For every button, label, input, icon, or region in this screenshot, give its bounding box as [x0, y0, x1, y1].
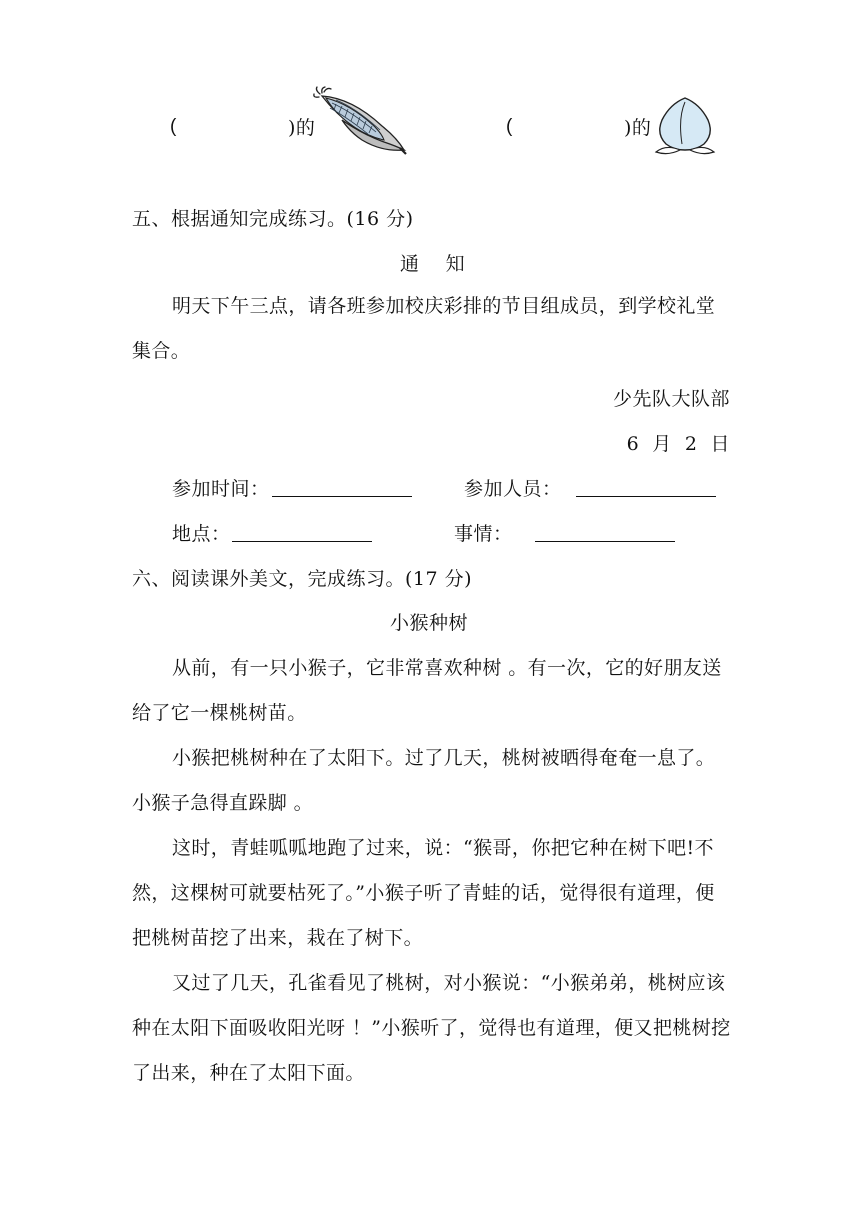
story-paragraph-2: 小猴把桃树种在了太阳下。过了几天，桃树被晒得奄奄一息了。小猴子急得直跺脚 。: [132, 747, 716, 814]
people-label: 参加人员：: [464, 478, 562, 500]
corn-open-paren: (: [170, 116, 177, 137]
place-label: 地点：: [172, 523, 231, 545]
notice-body: 明天下午三点，请各班参加校庆彩排的节目组成员，到学校礼堂集合。: [132, 295, 716, 362]
peach-close-paren: )的: [624, 117, 652, 139]
notice-title: 通 知: [400, 253, 466, 275]
story-title: 小猴种树: [390, 612, 469, 634]
place-answer-line[interactable]: [232, 541, 372, 542]
peach-open-paren: (: [506, 116, 513, 137]
corn-close-paren: )的: [288, 117, 316, 139]
story-paragraph-3: 这时，青蛙呱呱地跑了过来，说：“猴哥，你把它种在树下吧!不然，这棵树可就要枯死了。”小猴子听了青蛙的话，觉得很有道理，便把桃树苗挖了出来，栽在了树下。: [132, 837, 715, 949]
matter-label: 事情：: [454, 523, 513, 545]
story-paragraph-1: 从前，有一只小猴子，它非常喜欢种树 。有一次，它的好朋友送给了它一棵桃树苗。: [132, 657, 722, 724]
notice-date: 6 月 2 日: [626, 433, 730, 455]
section6-heading: 六、阅读课外美文，完成练习。(17 分): [132, 568, 473, 590]
story-paragraph-4: 又过了几天，孔雀看见了桃树，对小猴说：“小猴弟弟，桃树应该种在太阳下面吸收阳光呀 ！”小猴听了，觉得也有道理，便又把桃树挖了出来，种在了太阳下面。: [132, 972, 731, 1084]
notice-signature: 少先队大队部: [612, 388, 730, 410]
people-answer-line[interactable]: [576, 496, 716, 497]
time-label: 参加时间：: [172, 478, 270, 500]
peach-icon: [652, 94, 718, 158]
matter-answer-line[interactable]: [535, 541, 675, 542]
time-answer-line[interactable]: [272, 496, 412, 497]
section5-heading: 五、根据通知完成练习。(16 分): [132, 208, 414, 230]
corn-icon: [312, 86, 408, 156]
